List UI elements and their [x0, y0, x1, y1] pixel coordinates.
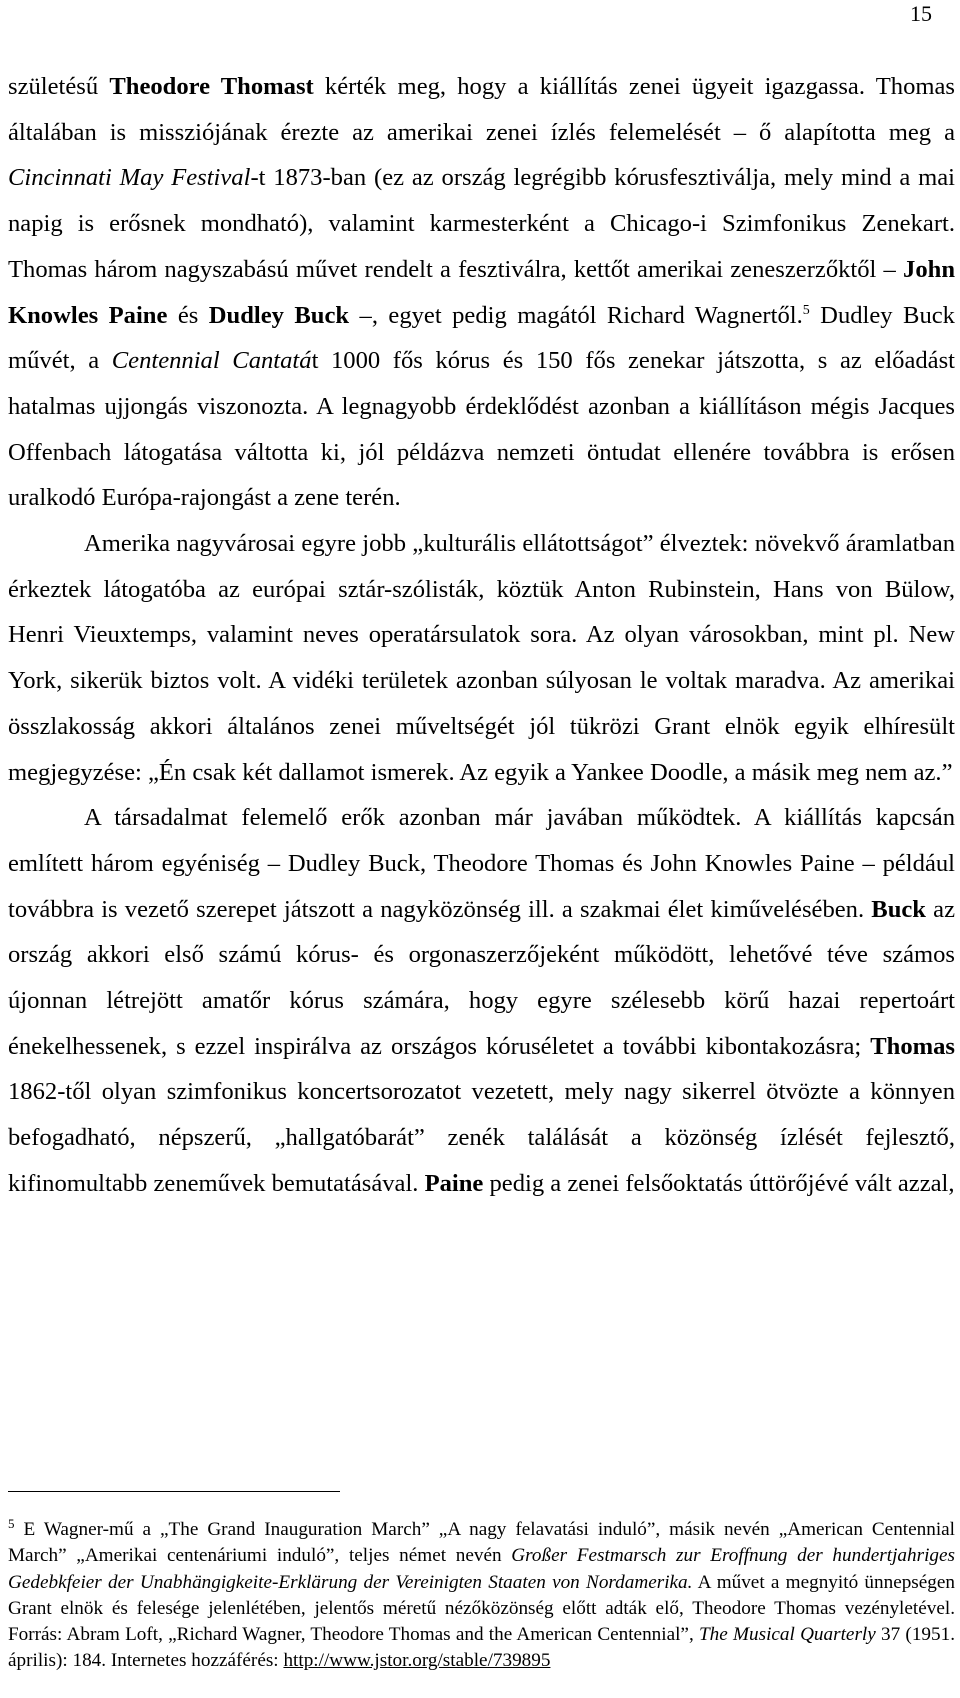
text-run: és [167, 301, 209, 329]
text-run: az ország akkori első számú kórus- és orgonaszerzőjeként működött, lehetővé téve számos újonnan létrejött amatőr kórus számára, hogy egyre szélesebb körű hazai repertoárt énekelhessenek, s ezzel inspirálva az országos kóruséletet a további kibontakozásra; [8, 895, 955, 1060]
text-run: –, egyet pedig magától Richard Wagnertől. [349, 301, 803, 329]
italic-text: The Musical Quarterly [699, 1624, 876, 1646]
page-number: 15 [910, 1, 932, 26]
text-run: kérték meg, hogy a kiállítás zenei ügyeit igazgassa. Thomas általában is missziójának érezte az amerikai zenei ízlés felemelését – ő alapította meg a [8, 73, 955, 146]
paragraph [8, 795, 955, 1206]
text-run: pedig a zenei felsőoktatás úttörőjévé vált azzal, [483, 1169, 955, 1197]
bold-text: Paine [424, 1169, 484, 1197]
footnote-body [8, 1519, 955, 1671]
bold-text: Theodore Thomast [109, 73, 314, 100]
footnote [8, 1517, 955, 1675]
body-text [8, 64, 955, 1207]
jstor-link[interactable]: http://www.jstor.org/stable/739895 [283, 1650, 551, 1672]
footnote-separator [8, 1491, 340, 1492]
footnote-text [8, 1517, 955, 1675]
italic-text: Centennial Cantatá [111, 347, 312, 375]
bold-text: Dudley Buck [208, 301, 350, 329]
italic-text: Großer Festmarsch zur Eroffnung der hundertjahriges Gedebkfeier der Unabhängigkeite-Erklärung der Vereinigten Staaten von Nordamerika. [8, 1545, 955, 1593]
italic-text: Cincinnati May Festival [8, 164, 251, 192]
text-run: Amerika nagyvárosai egyre jobb „kulturális ellátottságot” élveztek: növekvő áramlatban érkeztek látogatóba az európai sztár-szólisták, köztük Anton Rubinstein, Hans von Bülow, Henri Vieuxtemps, valamint neves operatársulatok sora. Az olyan városokban, mint pl. New York, sikerük biztos volt. A vidéki területek azonban súlyosan le voltak maradva. Az amerikai összlakosság akkori általános zenei műveltségét jól tükrözi Grant elnök egyik elhíresült megjegyzése: „Én csak két dallamot ismerek. Az egyik a Yankee Doodle, a másik meg nem az.” [8, 530, 955, 786]
text-run: születésű [8, 73, 110, 100]
footnote-number: 5 [8, 1515, 15, 1531]
footnote-reference: 5 [802, 302, 810, 318]
text-run: t 1000 fős kórus és 150 fős zenekar játszotta, s az előadást hatalmas ujjongás viszonozta. A legnagyobb érdeklődést azonban a kiállításon mégis Jacques Offenbach látogatása váltotta ki, jól példázva nemzeti öntudat ellenére továbbra is erősen uralkodó Európa-rajongást a zene terén. [8, 347, 955, 512]
text-run: -t 1873-ban (ez az ország legrégibb kórusfesztiválja, mely mind a mai napig is erősnek mondható), valamint karmesterként a Chicago-i Szimfonikus Zenekart. Thomas három nagyszabású művet rendelt a fesztiválra, kettőt amerikai zeneszerzőktől – [8, 164, 955, 283]
text-run: 1862-től olyan szimfonikus koncertsorozatot vezetett, mely nagy sikerrel ötvözte a könnyen befogadható, népszerű, „hallgatóbarát” zenék találását a közönség ízlését fejlesztő, kifinomultabb zeneművek bemutatásával. [8, 1078, 955, 1197]
text-run: A társadalmat felemelő erők azonban már javában működtek. A kiállítás kapcsán említett három egyéniség – Dudley Buck, Theodore Thomas és John Knowles Paine – például továbbra is vezető szerepet játszott a nagyközönség ill. a szakmai élet kiművelésében. [8, 804, 955, 923]
bold-text: Thomas [870, 1032, 955, 1060]
bold-text: Buck [871, 895, 926, 923]
paragraph [8, 521, 955, 795]
text-run: Dudley Buck művét, a [8, 301, 955, 375]
paragraph [8, 64, 955, 521]
text-run: A művet a megnyitó ünnepségen Grant elnök és felesége jelenlétében, jelentős méretű nézőközönség előtt adták elő, Theodore Thomas vezényletével. Forrás: Abram Loft, „Richard Wagner, Theodore Thomas and the American Centennial”, [8, 1571, 955, 1646]
text-run: E Wagner-mű a „The Grand Inauguration March” „A nagy felavatási induló”, másik nevén „American Centennial March” „Amerikai centenáriumi induló”, teljes német nevén [8, 1519, 955, 1567]
bold-text: John Knowles Paine [8, 255, 955, 329]
text-run: 37 (1951. április): 184. Internetes hozzáférés: [8, 1624, 955, 1672]
